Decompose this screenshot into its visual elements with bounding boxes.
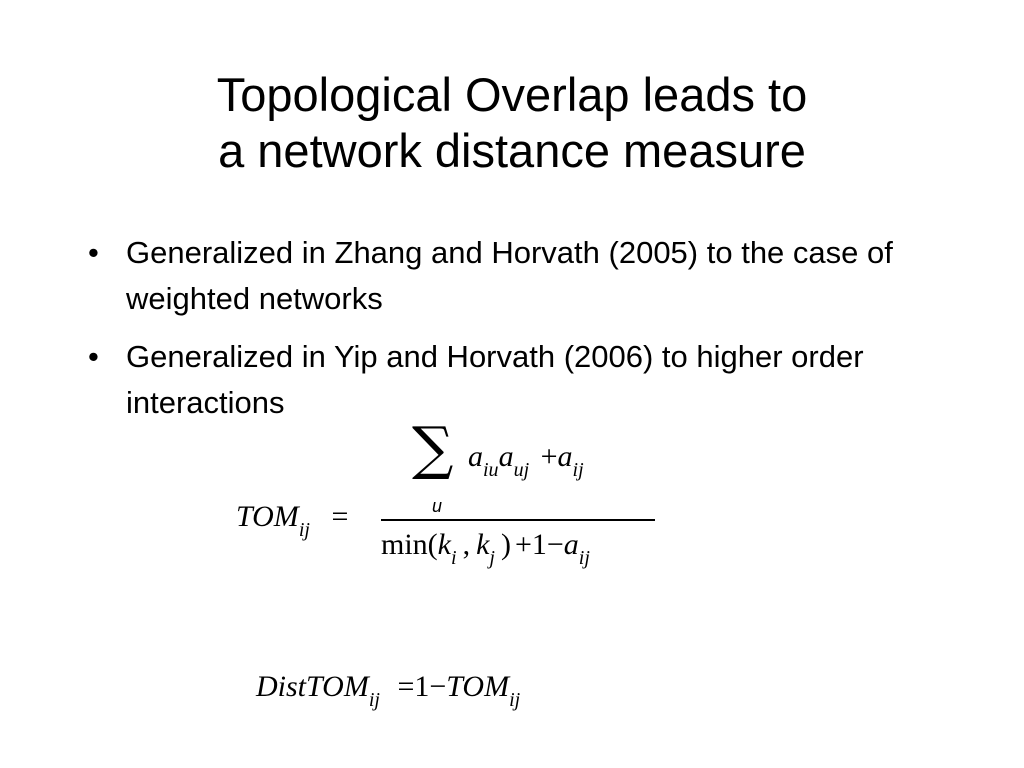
title-line-2: a network distance measure xyxy=(218,124,806,178)
tom-subscript: ij xyxy=(298,519,310,541)
disttom-formula xyxy=(256,670,521,711)
bullet-item xyxy=(88,230,928,322)
equals-sign: = xyxy=(331,500,349,533)
numerator-subscript: uj xyxy=(513,459,530,481)
disttom-rhs-prefix: =1− xyxy=(397,670,447,703)
bullet-text: Generalized in Zhang and Horvath (2005) to the case of weighted networks xyxy=(126,235,893,316)
disttom-symbol: DistTOM xyxy=(256,670,369,703)
denominator-term: a xyxy=(563,528,579,561)
denominator-rest: +1− xyxy=(514,528,564,561)
numerator-subscript: ij xyxy=(572,459,584,481)
tom-formula-lhs xyxy=(236,500,349,541)
tom-numerator xyxy=(468,440,584,481)
comma: , xyxy=(462,528,471,561)
plus-sign: + xyxy=(540,440,558,473)
close-paren: ) xyxy=(500,528,511,561)
sum-symbol: ∑ xyxy=(412,414,454,482)
bullet-dot: • xyxy=(88,235,99,270)
numerator-term: a xyxy=(498,440,514,473)
tom-subscript: ij xyxy=(509,689,521,711)
slide-title xyxy=(0,67,1024,179)
disttom-subscript: ij xyxy=(368,689,380,711)
tom-symbol: TOM xyxy=(446,670,510,703)
denominator-subscript: ij xyxy=(578,547,590,569)
degree-subscript: i xyxy=(451,547,457,569)
numerator-term: a xyxy=(468,440,483,473)
fraction-bar xyxy=(381,519,655,521)
numerator-term: a xyxy=(557,440,573,473)
bullet-list xyxy=(88,230,928,438)
tom-symbol: TOM xyxy=(236,500,299,533)
bullet-dot: • xyxy=(88,339,99,374)
degree-term: k xyxy=(476,528,490,561)
bullet-item xyxy=(88,334,928,426)
min-function: min( xyxy=(381,528,438,561)
degree-subscript: j xyxy=(489,547,495,569)
title-line-1: Topological Overlap leads to xyxy=(216,68,808,122)
sum-index: u xyxy=(432,496,443,516)
tom-denominator xyxy=(381,528,590,569)
bullet-text: Generalized in Yip and Horvath (2006) to higher order interactions xyxy=(126,339,864,420)
degree-term: k xyxy=(437,528,451,561)
numerator-subscript: iu xyxy=(483,459,499,481)
